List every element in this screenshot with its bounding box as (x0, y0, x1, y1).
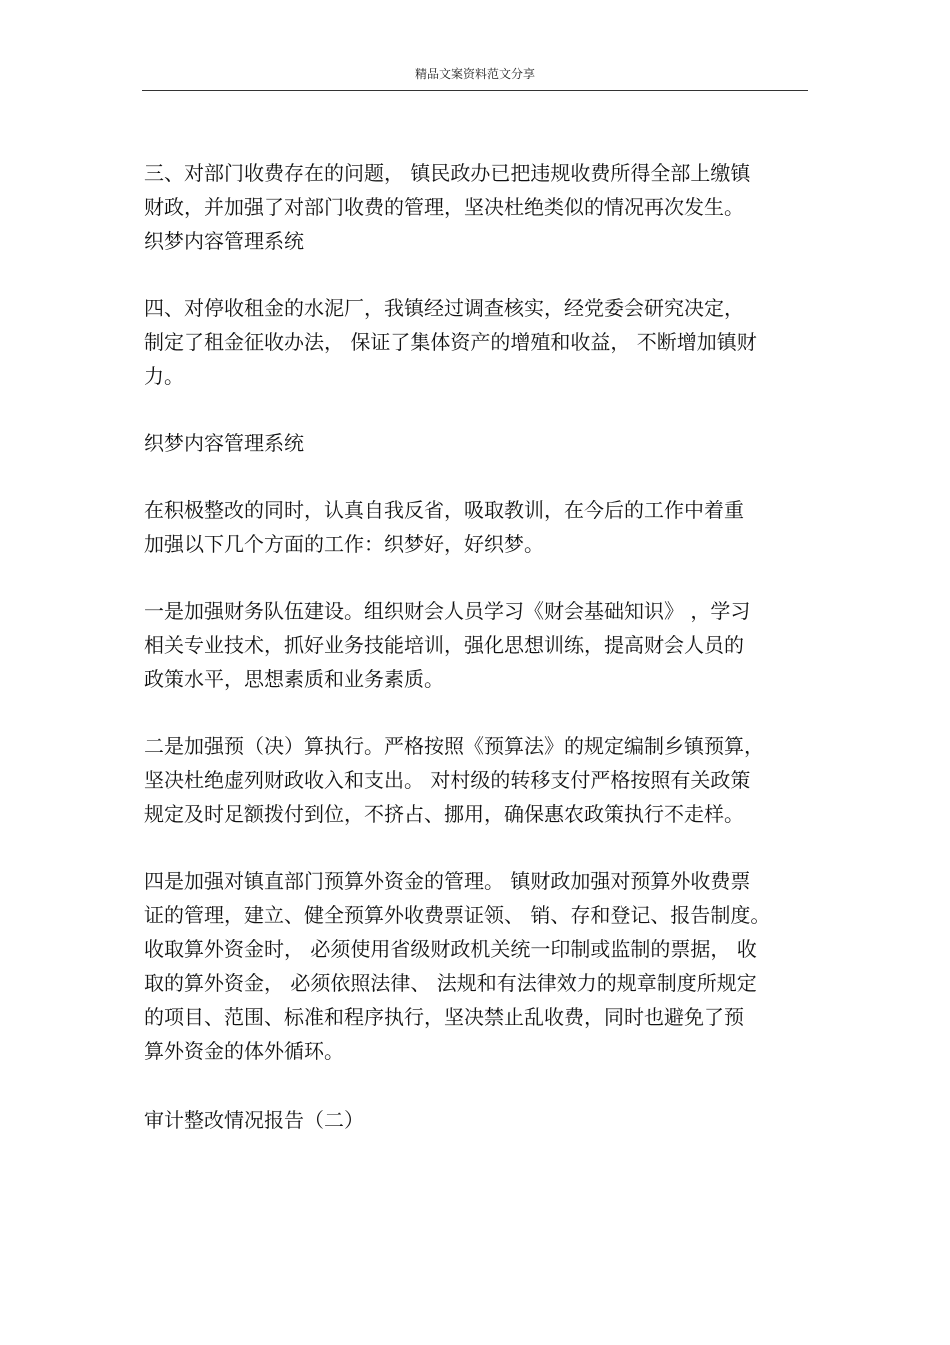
document-body (144, 156, 810, 1137)
paragraph-dept-fees (144, 156, 810, 258)
paragraph-self-reflection (144, 493, 810, 561)
text-line: 取的算外资金， 必须依照法律、 法规和有法律效力的规章制度所规定 (144, 971, 757, 995)
paragraph-cms-note (144, 426, 810, 460)
text-line: 收取算外资金时， 必须使用省级财政机关统一印制或监制的票据， 收 (144, 937, 757, 961)
text-line: 财政，并加强了对部门收费的管理，坚决杜绝类似的情况再次发生。 (144, 195, 744, 219)
text-line: 织梦内容管理系统 (144, 229, 304, 253)
text-line: 算外资金的体外循环。 (144, 1039, 344, 1063)
section-title-audit-report-2 (144, 1103, 810, 1137)
text-line: 审计整改情况报告（二） (144, 1108, 364, 1132)
text-line: 织梦内容管理系统 (144, 431, 304, 455)
text-line: 在积极整改的同时，认真自我反省，吸取教训，在今后的工作中着重 (144, 498, 744, 522)
text-line: 相关专业技术，抓好业务技能培训，强化思想训练，提高财会人员的 (144, 633, 744, 657)
page-header-text: 精品文案资料范文分享 (414, 67, 535, 81)
text-line: 一是加强财务队伍建设。组织财会人员学习《财会基础知识》 ，学习 (144, 599, 751, 623)
text-line: 四、对停收租金的水泥厂，我镇经过调查核实，经党委会研究决定， (144, 296, 744, 320)
paragraph-finance-team (144, 594, 810, 696)
text-line: 证的管理，建立、健全预算外收费票证领、 销、存和登记、报告制度。 (144, 903, 771, 927)
text-line: 制定了租金征收办法， 保证了集体资产的增殖和收益， 不断增加镇财 (144, 330, 757, 354)
header-divider (142, 90, 808, 91)
paragraph-cement-plant (144, 291, 810, 393)
paragraph-extrabudget-funds (144, 864, 810, 1068)
text-line: 三、对部门收费存在的问题， 镇民政办已把违规收费所得全部上缴镇 (144, 161, 751, 185)
text-line: 力。 (144, 364, 184, 388)
text-line: 政策水平，思想素质和业务素质。 (144, 667, 444, 691)
text-line: 的项目、范围、标准和程序执行，坚决禁止乱收费，同时也避免了预 (144, 1005, 744, 1029)
text-line: 加强以下几个方面的工作：织梦好，好织梦。 (144, 532, 544, 556)
text-line: 四是加强对镇直部门预算外资金的管理。 镇财政加强对预算外收费票 (144, 869, 751, 893)
text-line: 二是加强预（决）算执行。严格按照《预算法》的规定编制乡镇预算， (144, 734, 764, 758)
text-line: 坚决杜绝虚列财政收入和支出。 对村级的转移支付严格按照有关政策 (144, 768, 751, 792)
text-line: 规定及时足额拨付到位，不挤占、挪用，确保惠农政策执行不走样。 (144, 802, 744, 826)
paragraph-budget-execution (144, 729, 810, 831)
